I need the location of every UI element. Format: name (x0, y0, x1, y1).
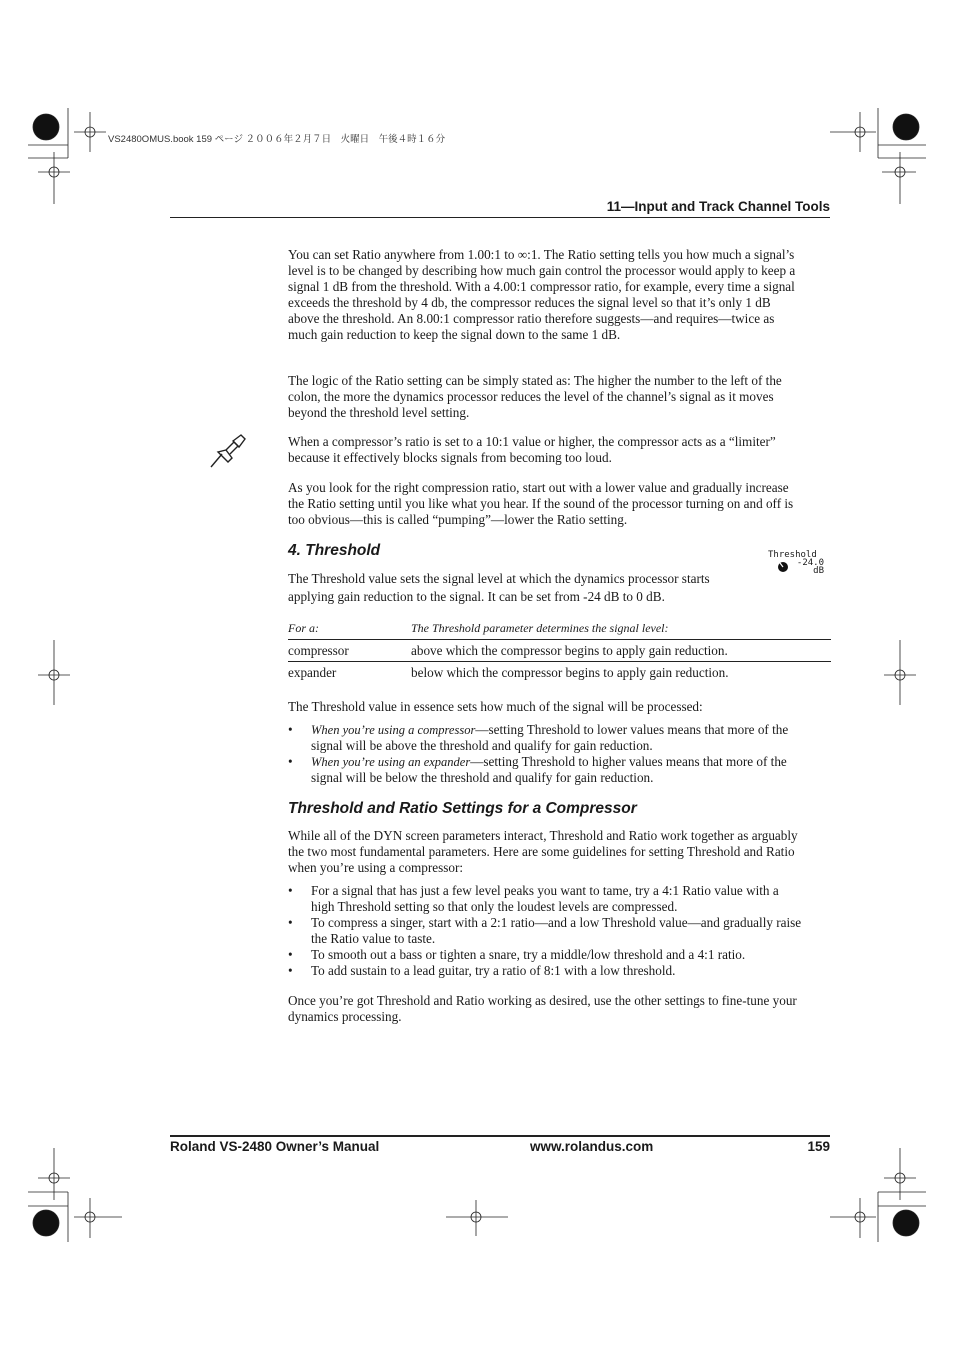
threshold-heading: 4. Threshold (288, 542, 381, 559)
threshold-lcd-graphic (768, 551, 826, 577)
paragraph-text: As you look for the right compression ratio, start out with a lower value and gradually increase the Ratio setting until you like what you hear. If the sound of the processor turning on and off is too obvious—this is called “pumping”—lower the Ratio setting. (288, 480, 794, 527)
lcd-unit: dB (813, 566, 824, 576)
table-cell: above which the compressor begins to apply gain reduction. (411, 640, 831, 662)
compressor-closing (288, 993, 804, 1025)
table-cell: expander (288, 664, 337, 680)
table-header-row (288, 618, 831, 640)
footer-url: www.rolandus.com (530, 1139, 654, 1154)
paragraph-text: The Threshold value in essence sets how much of the signal will be processed: (288, 699, 703, 714)
footer-rule (170, 1135, 830, 1137)
compressor-intro (288, 828, 804, 876)
paragraph-text: You can set Ratio anywhere from 1.00:1 to ∞:1. The Ratio setting tells you how much a signal’s level is to be changed by describing how much gain control the processor would apply to keep a signal 1 dB from the threshold. With a 4.00:1 compressor ratio, for example, every time a signal exceeds the threshold by 4 db, the compressor reduces the signal level so that it’s only 1 dB above the threshold. An 8.00:1 compressor ratio therefore suggests—and requires—twice as much gain reduction to keep the signal down to the same 1 dB. (288, 247, 796, 342)
table-row (288, 640, 831, 662)
paragraph-text: Once you’re got Threshold and Ratio working as desired, use the other settings to fine-tune your dynamics processing. (288, 993, 797, 1024)
note-text: When a compressor’s ratio is set to a 10:1 value or higher, the compressor acts as a “limiter” because it effectively blocks signals from becoming too loud. (288, 434, 776, 465)
bullet-emphasis: When you’re using a compressor (311, 723, 476, 737)
list-item: • To add sustain to a lead guitar, try a ratio of 8:1 with a low threshold. (288, 963, 804, 979)
table-cell: below which the compressor begins to apply gain reduction. (411, 664, 729, 680)
print-slug: VS2480OMUS.book 159 ページ ２００６年２月７日 火曜日 午後４時１６分 (108, 134, 446, 145)
paragraph-text: While all of the DYN screen parameters interact, Threshold and Ratio work together as arguably the two most fundamental parameters. Here are some guidelines for setting Threshold and Ratio when you’re using a compressor: (288, 828, 798, 875)
note-limiter (288, 434, 804, 466)
paragraph-text: The Threshold value sets the signal level at which the dynamics processor starts applying gain reduction to the signal. It can be set from -24 dB to 0 dB. (288, 571, 710, 604)
threshold-intro (288, 570, 758, 606)
compressor-bullets (288, 883, 804, 979)
paragraph-ratio-logic (288, 373, 804, 421)
knob-icon (777, 561, 789, 573)
table-header-cell: For a: (288, 618, 411, 640)
chapter-header: 11—Input and Track Channel Tools (606, 199, 830, 214)
page-number: 159 (807, 1139, 830, 1154)
threshold-bullets (288, 722, 804, 786)
threshold-table (288, 618, 831, 683)
paragraph-ratio-range (288, 247, 804, 343)
pushpin-note-icon (208, 432, 248, 470)
list-item (288, 722, 804, 754)
list-item: • To smooth out a bass or tighten a snare, try a middle/low threshold and a 4:1 ratio. (288, 947, 804, 963)
table-cell: compressor (288, 640, 411, 662)
threshold-essence (288, 699, 804, 715)
lcd-value: -24.0 (796, 558, 824, 568)
lcd-label: Threshold (768, 550, 817, 560)
compressor-section-heading: Threshold and Ratio Settings for a Compressor (288, 800, 637, 817)
bullet-text: —setting Threshold to higher values means that more of the signal will be below the threshold and qualify for gain reduction. (311, 754, 787, 785)
bullet-emphasis: When you’re using an expander (311, 755, 471, 769)
list-item (288, 754, 804, 786)
list-item: • For a signal that has just a few level peaks you want to tame, try a 4:1 Ratio value with a high Threshold setting so that only the loudest levels are compressed. (288, 883, 804, 915)
table-row (288, 662, 831, 684)
footer-manual-title: Roland VS-2480 Owner’s Manual (170, 1139, 380, 1154)
bullet-text: —setting Threshold to lower values means that more of the signal will be above the threshold and qualify for gain reduction. (311, 722, 789, 753)
list-item: • To compress a singer, start with a 2:1 ratio—and a low Threshold value—and gradually raise the Ratio value to taste. (288, 915, 804, 947)
table-header-cell: The Threshold parameter determines the signal level: (411, 618, 831, 640)
paragraph-ratio-advice (288, 480, 804, 528)
paragraph-text: The logic of the Ratio setting can be simply stated as: The higher the number to the left of the colon, the more the dynamics processor reduces the level of the channel’s signal as it moves beyond the threshold level setting. (288, 373, 782, 420)
header-rule (170, 217, 830, 218)
